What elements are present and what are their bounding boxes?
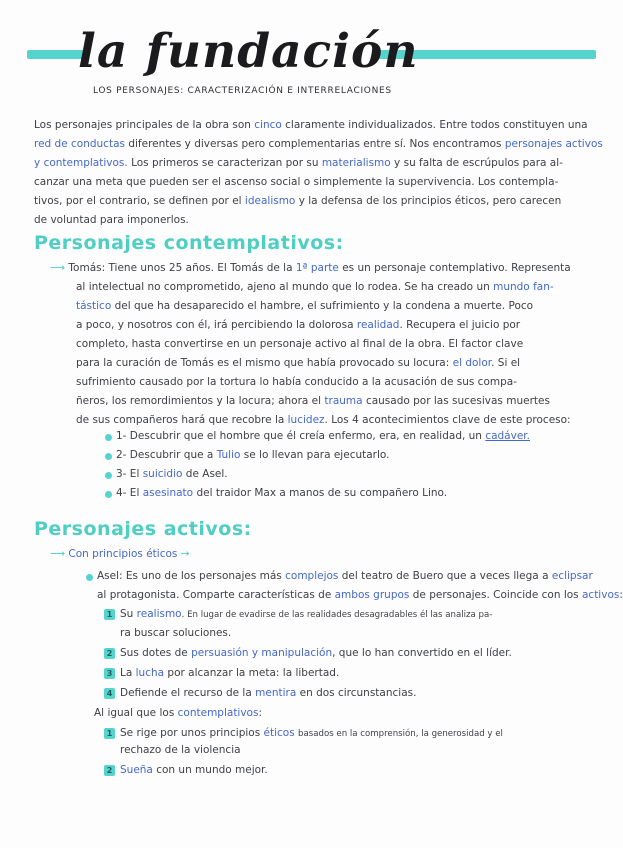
arrow-icon: ⟶ bbox=[50, 262, 66, 274]
bullet-icon bbox=[105, 491, 112, 498]
list-item: 3- El suicidio de Asel. bbox=[116, 468, 228, 480]
list-item: La lucha por alcanzar la meta: la libertad. bbox=[120, 667, 340, 679]
number-badge: 2 bbox=[104, 765, 115, 776]
number-badge: 1 bbox=[104, 609, 115, 620]
arrow-icon: ⟶ bbox=[50, 548, 66, 560]
list-item: Su realismo. En lugar de evadirse de las realidades desagradables él las analiza pa- bbox=[120, 608, 493, 620]
list-item: 4- El asesinato del traidor Max a manos de su compañero Lino. bbox=[116, 487, 448, 499]
subheading-principios: ⟶ Con principios éticos → bbox=[50, 548, 190, 560]
number-badge: 1 bbox=[104, 728, 115, 739]
bullet-icon bbox=[86, 574, 93, 581]
bullet-icon bbox=[105, 472, 112, 479]
igual-line: Al igual que los contemplativos: bbox=[94, 707, 263, 719]
list-item: Sueña con un mundo mejor. bbox=[120, 764, 268, 776]
heading-contemplativos: Personajes contemplativos: bbox=[34, 232, 344, 254]
arrow-icon: → bbox=[180, 548, 190, 560]
list-item: 2- Descubrir que a Tulio se lo llevan para ejecutarlo. bbox=[116, 449, 390, 461]
number-badge: 2 bbox=[104, 648, 115, 659]
heading-activos: Personajes activos: bbox=[34, 518, 252, 540]
bullet-icon bbox=[105, 453, 112, 460]
number-badge: 4 bbox=[104, 688, 115, 699]
page-subtitle: LOS PERSONAJES: CARACTERIZACIÓN E INTERRELACIONES bbox=[93, 86, 392, 96]
list-item: Sus dotes de persuasión y manipulación, que lo han convertido en el líder. bbox=[120, 647, 512, 659]
list-item: Se rige por unos principios éticos basados en la comprensión, la generosidad y el bbox=[120, 727, 503, 739]
page-title: la fundación bbox=[78, 24, 419, 79]
list-item: 1- Descubrir que el hombre que él creía enfermo, era, en realidad, un cadáver. bbox=[116, 430, 530, 442]
number-badge: 3 bbox=[104, 668, 115, 679]
list-item: Defiende el recurso de la mentira en dos circunstancias. bbox=[120, 687, 417, 699]
bullet-icon bbox=[105, 434, 112, 441]
